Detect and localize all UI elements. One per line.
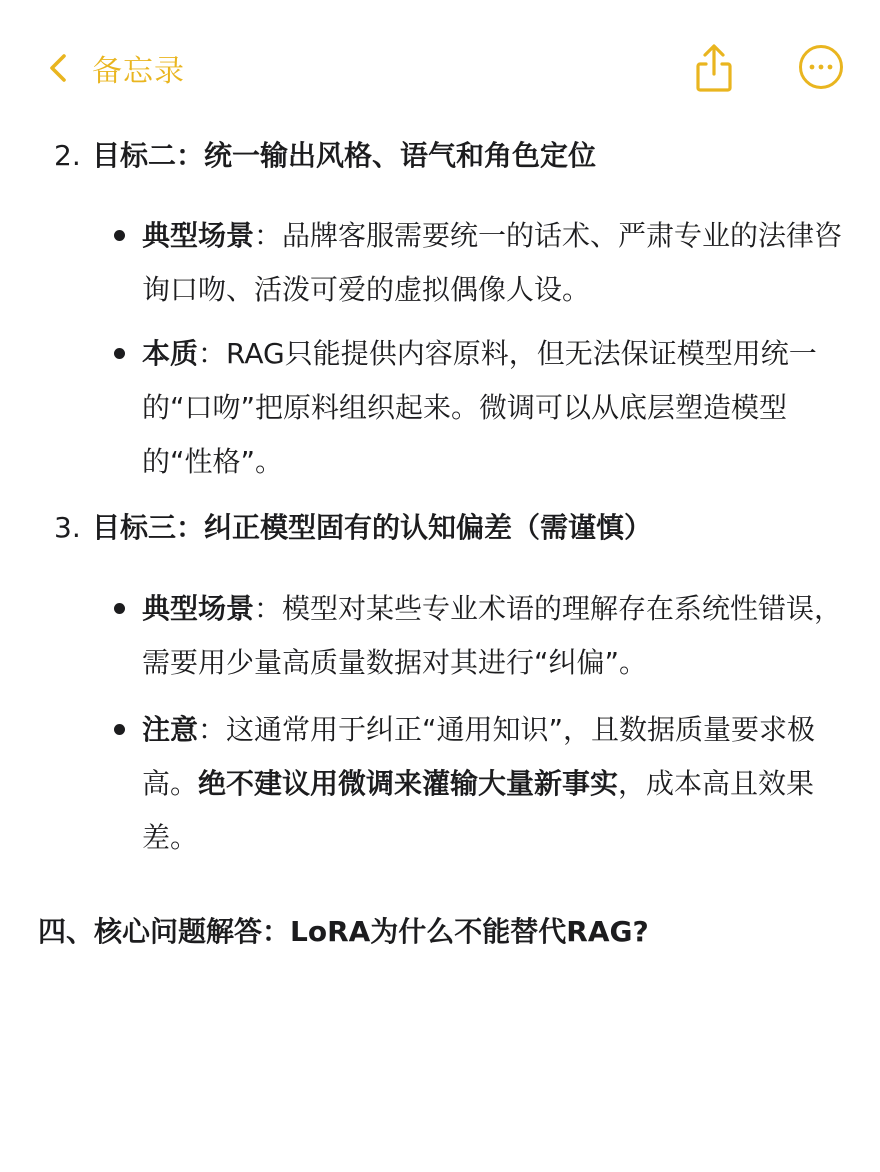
- section4-heading: 四、核心问题解答：LoRA为什么不能替代RAG?: [38, 915, 649, 948]
- list-item: [106, 582, 846, 690]
- goal2-title: 目标二：统一输出风格、语气和角色定位: [92, 139, 597, 172]
- back-label: 备忘录: [92, 54, 185, 89]
- bullet-dot: [114, 603, 125, 614]
- bullet-dot: [114, 724, 125, 735]
- bullet-dot: [114, 348, 125, 359]
- list-item-text: 注意：这通常用于纠正“通用知识”，且数据质量要求极高。绝不建议用微调来灌输大量新事实，成本高且效果差。: [142, 713, 816, 854]
- list-item-text: 典型场景：模型对某些专业术语的理解存在系统性错误，需要用少量高质量数据对其进行“纠偏”。: [142, 592, 843, 679]
- goal2-heading: [54, 134, 596, 174]
- list-item: [106, 209, 846, 317]
- bullet-dot: [114, 230, 125, 241]
- list-item-text: 典型场景：品牌客服需要统一的话术、严肃专业的法律咨询口吻、活泼可爱的虚拟偶像人设。: [142, 219, 843, 306]
- goal2-number: 2.: [54, 139, 81, 172]
- list-item-text: 本质：RAG只能提供内容原料，但无法保证模型用统一的“口吻”把原料组织起来。微调可以从底层塑造模型的“性格”。: [142, 337, 817, 478]
- goal3-heading: [54, 506, 652, 546]
- list-item: [106, 703, 846, 865]
- goal3-title: 目标三：纠正模型固有的认知偏差（需谨慎）: [92, 511, 653, 544]
- list-item: [106, 327, 846, 489]
- goal3-number: 3.: [54, 511, 81, 544]
